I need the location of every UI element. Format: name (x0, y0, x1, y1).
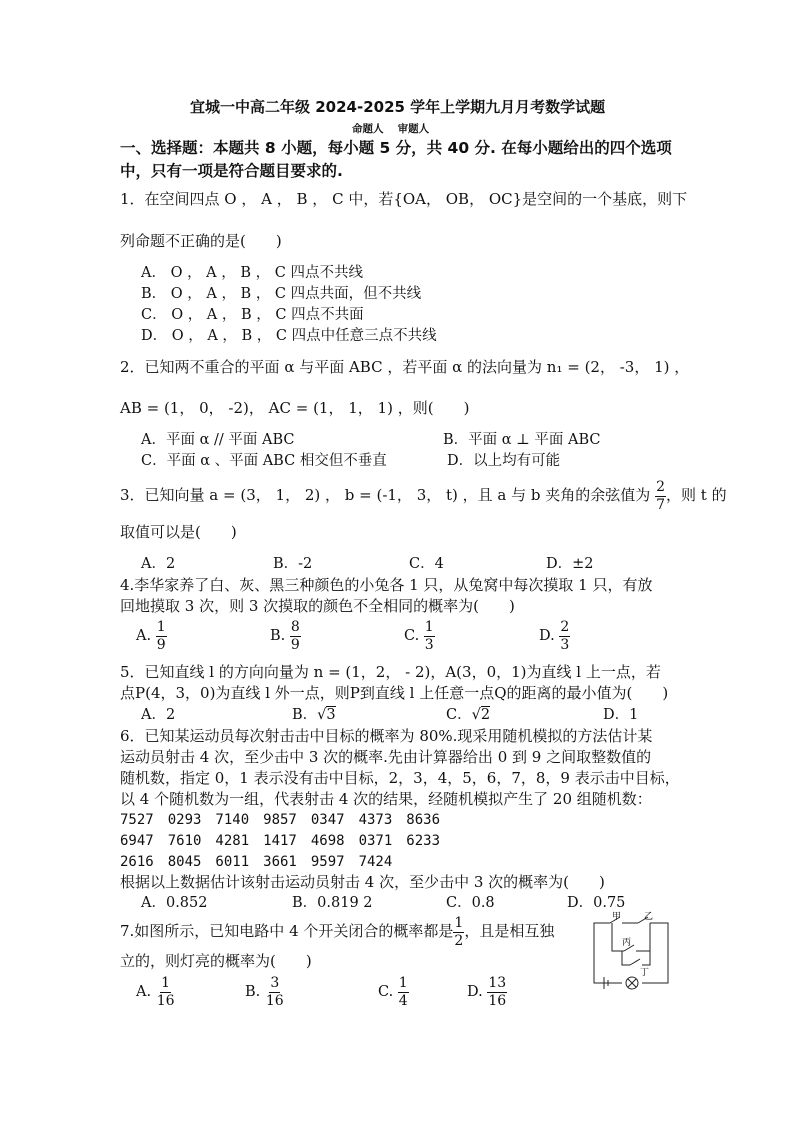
q6-stem-line4: 以 4 个随机数为一组，代表射击 4 次的结果，经随机模拟产生了 20 组随机数： (120, 790, 652, 808)
q7-option-b-fraction (265, 975, 285, 1010)
q4-option-d-fraction (559, 619, 570, 654)
sqrt-icon: √ (317, 707, 327, 723)
q7-option-b-label: B. (245, 984, 261, 1000)
q1-option-d: D． O ， A ， B ， C 四点中任意三点不共线 (141, 328, 437, 344)
q6-option-b: B．0.819 2 (292, 895, 373, 911)
q3-fraction (655, 479, 666, 514)
q5-option-c (446, 705, 490, 725)
section-heading-line2: 中，只有一项是符合题目要求的. (120, 162, 343, 180)
q5-stem-line2: 点P(4，3，0)为直线 l 外一点，则P到直线 l 上任意一点Q的距离的最小值为( ) (120, 684, 669, 702)
q3-option-b: B．-2 (273, 556, 313, 572)
q5-option-b (292, 705, 336, 725)
q4-option-a-label: A. (136, 628, 152, 644)
section-heading-line1: 一、选择题：本题共 8 小题，每小题 5 分，共 40 分. 在每小题给出的四个选项 (120, 139, 672, 157)
q5-option-d: D．1 (603, 707, 639, 723)
circuit-diagram (582, 911, 678, 993)
q7-d-den: 16 (488, 992, 507, 1009)
q4-stem-line1: 4.李华家养了白、灰、黑三种颜色的小兔各 1 只，从兔窝中每次摸取 1 只，有放 (120, 576, 653, 594)
q3-stem-line1 (120, 478, 727, 514)
q7-fraction-num: 1 (454, 914, 464, 931)
sqrt-icon: √ (471, 707, 481, 723)
q7-option-c-fraction (398, 975, 409, 1010)
q2-option-d: D．以上均有可能 (447, 453, 561, 469)
q5-option-b-radicand: 3 (326, 707, 336, 723)
q4-option-c (404, 617, 435, 655)
q7-option-a-fraction (156, 975, 176, 1010)
q3-option-d: D．±2 (546, 556, 594, 572)
q7-fraction (453, 915, 464, 950)
q7-option-d-fraction (487, 975, 507, 1010)
q5-option-c-label: C． (446, 707, 472, 723)
q7-option-d-label: D. (467, 984, 483, 1000)
q4-c-den: 3 (424, 636, 434, 653)
q7-option-c (378, 972, 409, 1012)
q1-stem-line1: 1．在空间四点 O ， A ， B ， C 中，若{OA， OB， OC}是空间的一个基底，则下 (120, 190, 688, 208)
q7-option-c-label: C. (378, 984, 394, 1000)
q3-option-c: C．4 (409, 556, 444, 572)
q6-question: 根据以上数据估计该射击运动员射击 4 次，至少击中 3 次的概率为( ) (120, 873, 605, 891)
q4-stem-line2: 回地摸取 3 次，则 3 次摸取的颜色不全相同的概率为( ) (120, 597, 515, 615)
q7-stem-tail: ，且是相互独 (464, 922, 555, 940)
q4-c-num: 1 (424, 618, 434, 635)
q1-option-b: B． O ， A ， B ， C 四点共面，但不共线 (141, 286, 422, 302)
q2-option-b: B．平面 α ⊥ 平面 ABC (443, 432, 601, 448)
q7-stem-text: 7.如图所示，已知电路中 4 个开关闭合的概率都是 (120, 922, 454, 940)
q2-stem-line2: AB = (1， 0， -2)， AC = (1， 1， 1) ，则( ) (120, 399, 470, 417)
q6-option-a: A．0.852 (141, 895, 208, 911)
q1-option-a: A． O ， A ， B ， C 四点不共线 (141, 265, 363, 281)
q6-option-d: D．0.75 (567, 895, 626, 911)
q5-option-a: A．2 (141, 707, 176, 723)
q3-stem-text: 3．已知向量 a = (3， 1， 2) ， b = (-1， 3， t) ，且 a 与 b 夹角的余弦值为 (120, 486, 651, 504)
q7-option-b (245, 972, 285, 1012)
q5-stem-line1: 5．已知直线 l 的方向向量为 n = (1，2， - 2)，A(3，0，1)为直线 l 上一点，若 (120, 663, 661, 681)
q2-option-a: A．平面 α // 平面 ABC (141, 432, 295, 448)
q4-option-d (539, 617, 570, 655)
q1-option-c: C． O ， A ， B ， C 四点不共面 (141, 307, 364, 323)
switch-yi-label: 乙 (644, 912, 654, 922)
q4-option-a (136, 617, 167, 655)
q2-option-c: C．平面 α 、平面 ABC 相交但不垂直 (141, 453, 387, 469)
switch-bing-label: 丙 (622, 938, 632, 948)
q6-option-c: C．0.8 (446, 895, 495, 911)
q4-d-num: 2 (560, 618, 570, 635)
q3-option-a: A．2 (141, 556, 176, 572)
q7-stem-line1 (120, 913, 554, 950)
q1-stem-line2: 列命题不正确的是( ) (120, 232, 282, 250)
q6-random-numbers-row2: 6947 7610 4281 1417 4698 0371 6233 (120, 833, 441, 849)
switch-ding-label: 丁 (640, 968, 650, 978)
q7-c-den: 4 (398, 992, 408, 1009)
q4-a-den: 9 (156, 636, 166, 653)
q7-fraction-den: 2 (454, 932, 464, 949)
q7-d-num: 13 (488, 974, 507, 991)
q6-random-numbers-row1: 7527 0293 7140 9857 0347 4373 8636 (120, 812, 441, 828)
q3-fraction-num: 2 (656, 478, 665, 495)
q7-option-d (467, 972, 507, 1012)
q7-option-a-label: A. (136, 984, 152, 1000)
q7-a-den: 16 (156, 992, 175, 1009)
q7-b-den: 16 (265, 992, 284, 1009)
q7-b-num: 3 (270, 974, 280, 991)
q7-a-num: 1 (161, 974, 171, 991)
q7-stem-line2: 立的，则灯亮的概率为( ) (120, 952, 312, 970)
q4-option-a-fraction (156, 619, 167, 654)
q3-stem-line2: 取值可以是( ) (120, 523, 237, 541)
q5-option-b-label: B． (292, 707, 318, 723)
q4-b-den: 9 (290, 636, 300, 653)
q7-option-a (136, 972, 176, 1012)
q4-option-b-fraction (290, 619, 301, 654)
q6-stem-line1: 6．已知某运动员每次射击击中目标的概率为 80%.现采用随机模拟的方法估计某 (120, 727, 653, 745)
exam-authors: 命题人 审题人 (352, 123, 430, 135)
q2-stem-line1: 2．已知两不重合的平面 α 与平面 ABC ，若平面 α 的法向量为 n₁ = (2， -3， 1) ， (120, 358, 690, 376)
q4-option-c-fraction (424, 619, 435, 654)
q4-d-den: 3 (560, 636, 570, 653)
q6-random-numbers-row3: 2616 8045 6011 3661 9597 7424 (120, 854, 393, 870)
q6-stem-line3: 随机数，指定 0，1 表示没有击中目标，2，3，4，5，6，7，8，9 表示击中目标， (120, 769, 680, 787)
q3-stem-tail: ，则 t 的 (666, 486, 727, 504)
q5-option-c-radicand: 2 (480, 707, 491, 723)
q4-b-num: 8 (290, 618, 300, 635)
q4-option-c-label: C. (404, 628, 420, 644)
q4-option-d-label: D. (539, 628, 555, 644)
q4-a-num: 1 (156, 618, 166, 635)
q4-option-b-label: B. (270, 628, 286, 644)
exam-title: 宜城一中高二年级 2024-2025 学年上学期九月月考数学试题 (190, 98, 606, 116)
q7-c-num: 1 (398, 974, 408, 991)
switch-jia-label: 甲 (612, 912, 622, 922)
q4-option-b (270, 617, 301, 655)
q6-stem-line2: 运动员射击 4 次，至少击中 3 次的概率.先由计算器给出 0 到 9 之间取整数值的 (120, 748, 652, 766)
q3-fraction-den: 7 (656, 496, 665, 513)
